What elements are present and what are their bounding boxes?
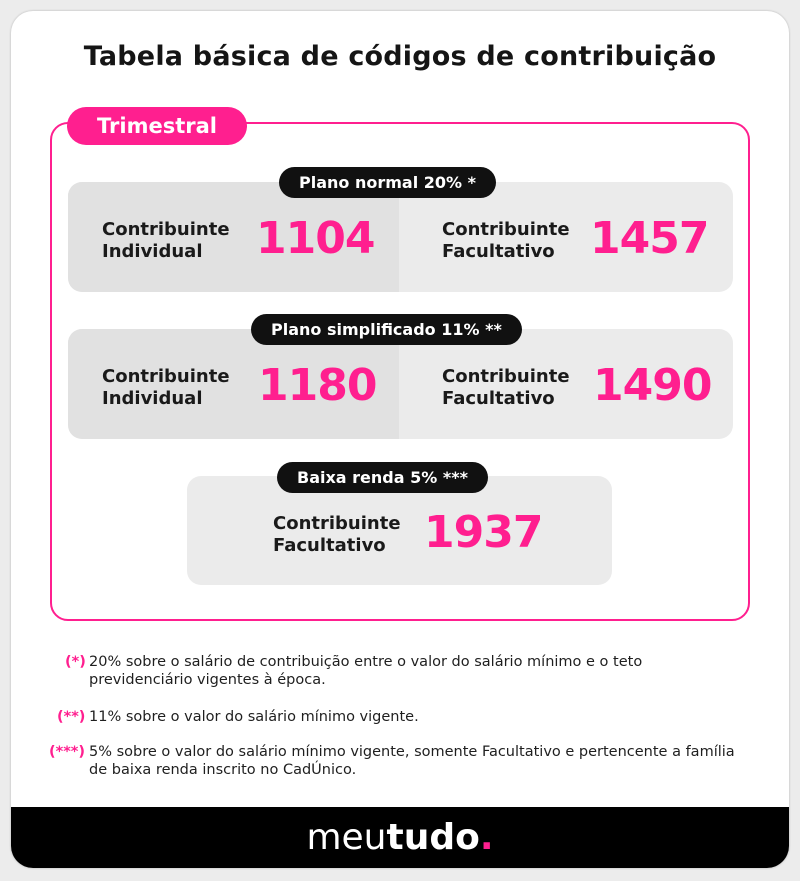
- contribuinte-individual-label: [102, 219, 242, 263]
- contribuinte-facultativo-label: [442, 219, 582, 263]
- label-line2: Individual: [102, 388, 203, 409]
- contribuinte-facultativo-label: [273, 513, 413, 557]
- note-text: 11% sobre o valor do salário mínimo vigente.: [89, 709, 419, 725]
- meutudo-logo: [11, 817, 789, 859]
- logo-dot: .: [479, 817, 494, 858]
- infographic-card: [11, 11, 789, 868]
- note-marker: (**): [57, 709, 86, 725]
- page-title: Tabela básica de códigos de contribuição: [83, 41, 717, 72]
- code-1104: 1104: [256, 213, 375, 264]
- code-1937: 1937: [424, 507, 543, 558]
- code-1180: 1180: [258, 360, 377, 411]
- footer-bar: [11, 807, 789, 868]
- label-line2: Facultativo: [442, 241, 555, 262]
- label-line1: Contribuinte: [102, 219, 230, 240]
- label-line2: Facultativo: [442, 388, 555, 409]
- label-line1: Contribuinte: [442, 219, 570, 240]
- label-line1: Contribuinte: [102, 366, 230, 387]
- label-line2: Facultativo: [273, 535, 386, 556]
- contribuinte-facultativo-label: [442, 366, 582, 410]
- note-text: 5% sobre o valor do salário mínimo vigente, somente Facultativo e pertencente a família de baixa renda inscrito no CadÚnico.: [89, 744, 735, 778]
- label-line1: Contribuinte: [273, 513, 401, 534]
- code-1457: 1457: [590, 213, 709, 264]
- note-marker: (*): [65, 654, 86, 670]
- contribuinte-individual-label: [102, 366, 242, 410]
- plan-simplificado-box: [68, 329, 733, 439]
- logo-part1: meu: [306, 817, 387, 858]
- period-badge: Trimestral: [67, 107, 247, 145]
- plan-normal-box: [68, 182, 733, 292]
- note-marker: (***): [49, 744, 86, 760]
- label-line1: Contribuinte: [442, 366, 570, 387]
- logo-part2: tudo: [386, 817, 480, 858]
- code-1490: 1490: [593, 360, 712, 411]
- plan-normal-badge: Plano normal 20% *: [279, 167, 496, 198]
- plan-baixa-renda-badge: Baixa renda 5% ***: [277, 462, 488, 493]
- note-text: 20% sobre o salário de contribuição entre o valor do salário mínimo e o teto previdenciário vigentes à época.: [89, 654, 643, 688]
- plan-simplificado-badge: Plano simplificado 11% **: [251, 314, 522, 345]
- label-line2: Individual: [102, 241, 203, 262]
